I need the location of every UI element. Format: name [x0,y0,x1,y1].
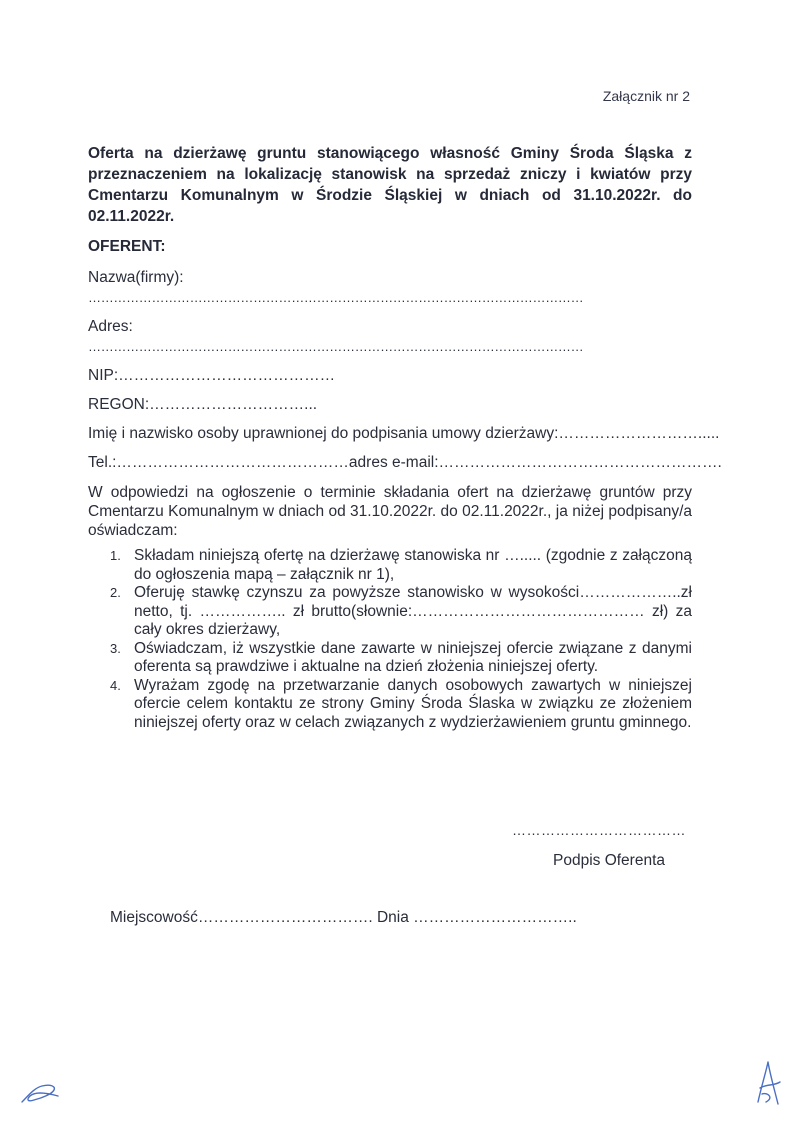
phone-email-field: Tel.:………………………………………adres e-mail:………………………………………………. [88,454,722,471]
list-item [88,677,692,733]
list-item-number: 3. [110,640,121,656]
signature-label: Podpis Oferenta [553,852,666,869]
list-item [88,547,692,584]
intro-paragraph: W odpowiedzi na ogłoszenie o terminie składania ofert na dzierżawę gruntów przy Cmentarzu Komunalnym w dniach od 31.10.2022r. do 02.11.2022r., ja niżej podpisany/a oświadczam: [88,484,692,539]
annex-label: Załącznik nr 2 [602,88,690,104]
regon-field: REGON:…………………………... [88,396,318,413]
list-item-text: Oświadczam, iż wszystkie dane zawarte w niniejszej ofercie związane z danymi oferenta są prawdziwe i aktualne na dzień złożenia niniejszej oferty. [134,639,692,675]
company-name-field: ……………………………………………………………………………………………………… [88,290,584,305]
initials-mark-right [752,1058,784,1108]
list-item-number: 1. [110,548,121,563]
list-item-number: 2. [110,585,121,600]
initials-mark-left [20,1078,60,1108]
company-name-label: Nazwa(firmy): [88,269,184,286]
place-date-line: Miejscowość……………………………. Dnia ………………………….. [110,909,577,926]
list-item-text: Oferuję stawkę czynszu za powyższe stanowisko w wysokości………………..zł netto, tj. …………….. zł brutto(słownie:……………………………………… zł) za cały okres dzierżawy, [134,584,692,638]
list-item-text: Składam niniejszą ofertę na dzierżawę stanowiska nr …..... (zgodnie z załączoną do ogłoszenia mapą – załącznik nr 1), [134,547,692,583]
declarations-list [88,547,692,732]
list-item-text: Wyrażam zgodę na przetwarzanie danych osobowych zawartych w niniejszej ofercie celem kontaktu ze strony Gminy Środa Ślaska w związku ze złożeniem niniejszej oferty oraz w celach związanych z wydzierżawieniem gruntu gminnego. [134,676,692,731]
nip-field: NIP:…………………………………… [88,367,336,384]
list-item [88,640,692,677]
signature-line: ……………………………… [512,822,686,838]
document-title: Oferta na dzierżawę gruntu stanowiącego własność Gminy Środa Śląska z przeznaczeniem na lokalizację stanowisk na sprzedaż zniczy i kwiatów przy Cmentarzu Komunalnym w Środzie Śląskiej w dniach od 31.10.2022r. do 02.11.2022r. [88,145,692,225]
address-label: Adres: [88,318,133,335]
address-field: ……………………………………………………………………………………………………… [88,339,584,354]
list-item [88,584,692,640]
authorized-person-field: Imię i nazwisko osoby uprawnionej do podpisania umowy dzierżawy:………………………..... [88,425,720,442]
offeror-heading: OFERENT: [88,238,166,255]
list-item-number: 4. [110,677,121,693]
